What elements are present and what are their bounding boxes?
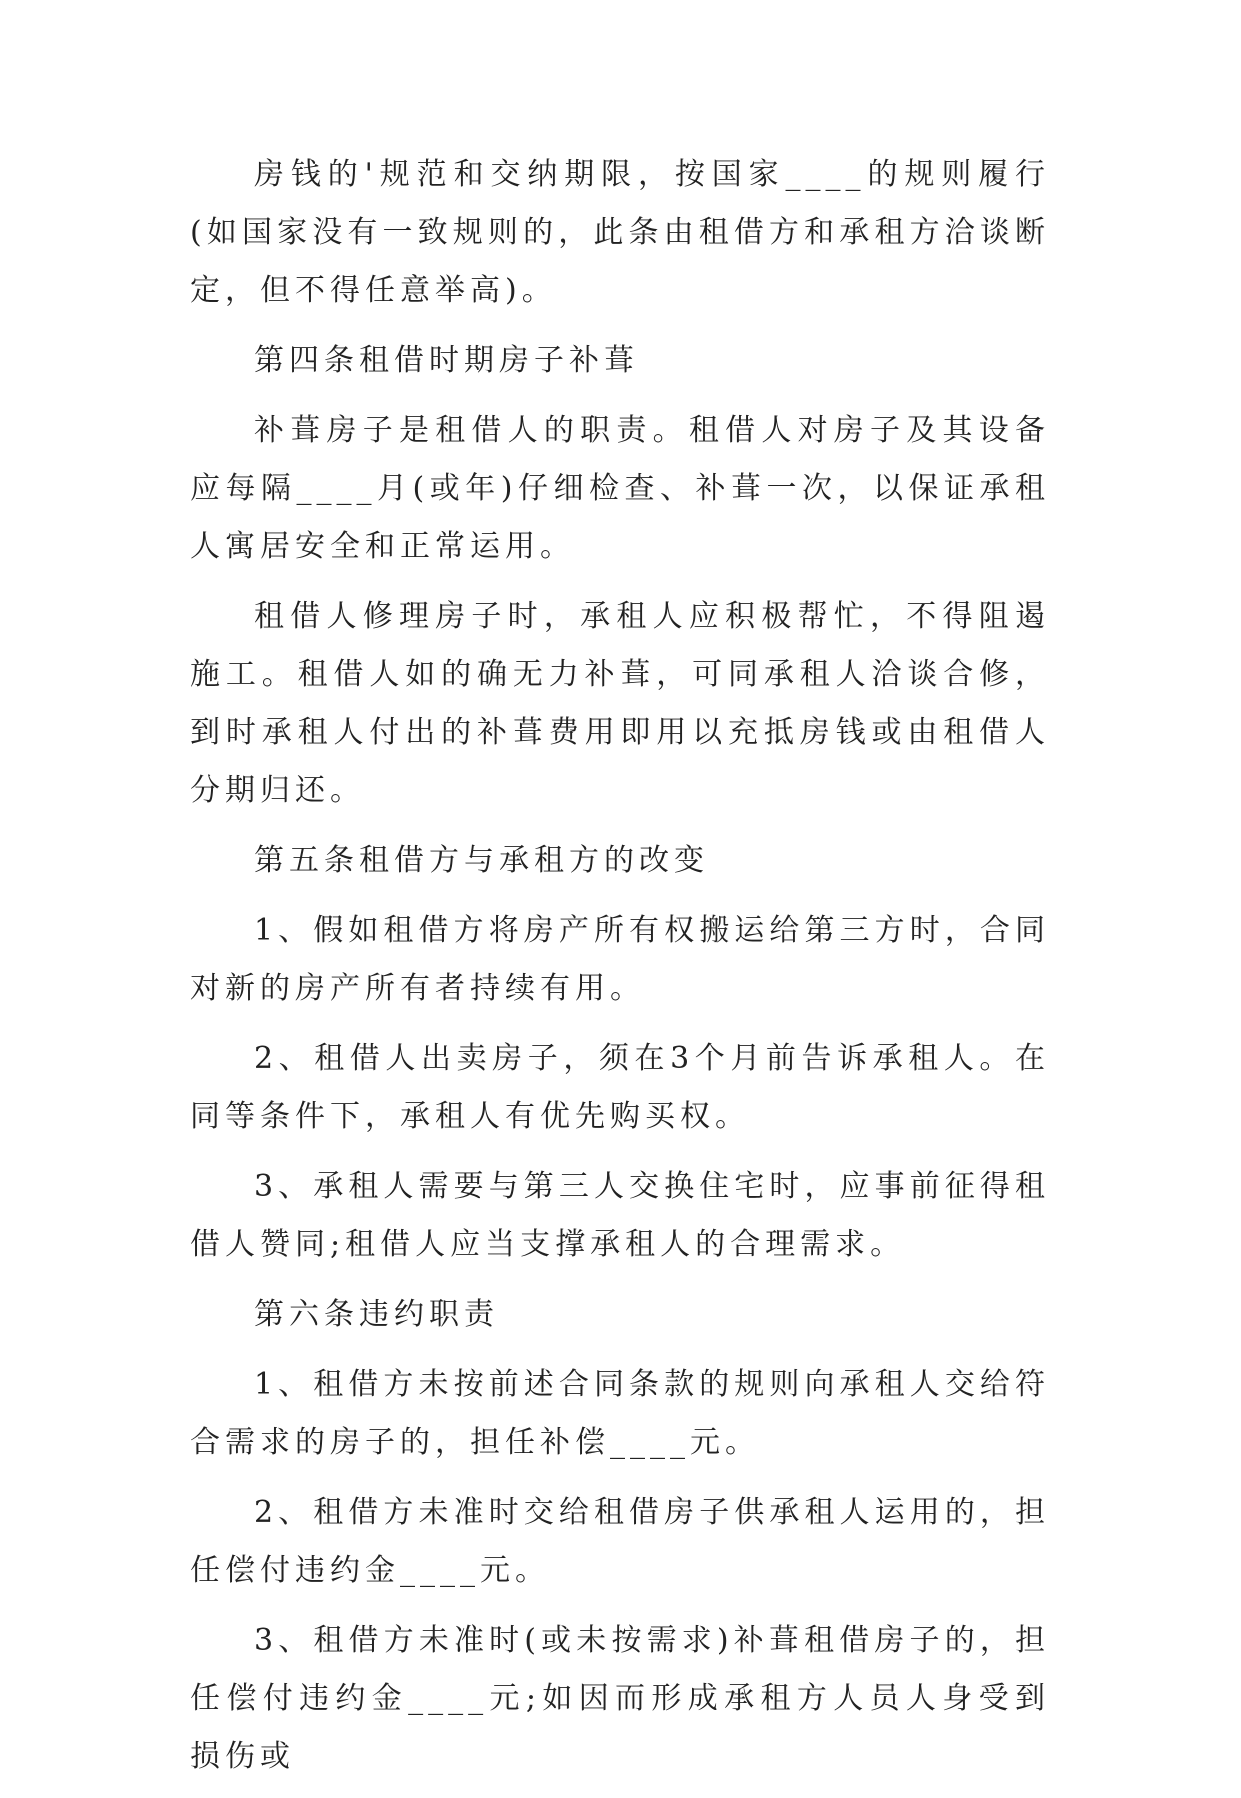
paragraph-breach-2: 2、租借方未准时交给租借房子供承租人运用的，担任偿付违约金____元。 xyxy=(190,1495,1050,1588)
heading-article-5: 第五条租借方与承租方的改变 xyxy=(254,843,709,878)
paragraph-breach-1: 1、租借方未按前述合同条款的规则向承租人交给符合需求的房子的，担任补偿____元。 xyxy=(190,1367,1050,1460)
paragraph-repair-cooperation: 租借人修理房子时，承租人应积极帮忙，不得阻遏施工。租借人如的确无力补葺，可同承租人洽谈合修，到时承租人付出的补葺费用即用以充抵房钱或由租借人分期归还。 xyxy=(190,599,1050,808)
paragraph-repair-duty: 补葺房子是租借人的职责。租借人对房子及其设备应每隔____月(或年)仔细检查、补葺一次，以保证承租人寓居安全和正常运用。 xyxy=(190,413,1050,564)
paragraph-change-1: 1、假如租借方将房产所有权搬运给第三方时，合同对新的房产所有者持续有用。 xyxy=(190,913,1050,1006)
paragraph-breach-3: 3、租借方未准时(或未按需求)补葺租借房子的，担任偿付违约金____元;如因而形成承租方人员人身受到损伤或 xyxy=(190,1623,1050,1774)
heading-article-6: 第六条违约职责 xyxy=(254,1297,499,1332)
paragraph-change-3: 3、承租人需要与第三人交换住宅时，应事前征得租借人赞同;租借人应当支撑承租人的合理需求。 xyxy=(190,1169,1050,1262)
paragraph-rent-terms: 房钱的'规范和交纳期限，按国家____的规则履行(如国家没有一致规则的，此条由租借方和承租方洽谈断定，但不得任意举高)。 xyxy=(190,157,1050,308)
heading-article-4: 第四条租借时期房子补葺 xyxy=(254,343,639,378)
paragraph-change-2: 2、租借人出卖房子，须在3个月前告诉承租人。在同等条件下，承租人有优先购买权。 xyxy=(190,1041,1050,1134)
document-body xyxy=(190,146,1050,1798)
